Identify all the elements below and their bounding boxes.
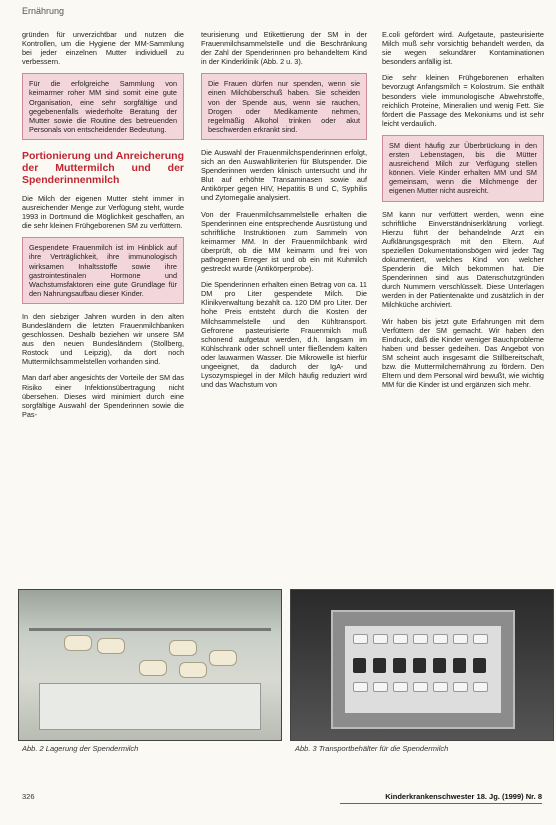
vial-cap [373,682,388,692]
milk-bottle [64,635,92,651]
vial-cap [353,634,368,644]
vial-cap [433,682,448,692]
figure-caption: Abb. 2 Lagerung der Spendermilch [22,744,139,753]
vial [393,658,406,673]
figure-caption: Abb. 3 Transportbehälter für die Spendermilch [295,744,449,753]
paragraph: SM kann nur verfüttert werden, wenn eine schriftliche Einverständniserklärung vorliegt. Hierzu führt der behandelnde Arzt ein Aufklärungsgespräch mit den Eltern. Auf speziellen Dokumentationsbögen wird jeder Tag dokumentiert, welches Kind von welcher Spenderin die Milch bekommen hat. Die Spenderinnen sind aus Datenschutzgründen durch Nummern verschlüsselt. Diese Unterlagen werden in der Patientenakte und zusätzlich in der Milchküche archiviert. [382,209,544,310]
freezer-drawer [39,683,261,730]
milk-bottle [179,662,207,678]
paragraph: Die Milch der eigenen Mutter steht immer in ausreichender Menge zur Verfügung steht, wurde 1993 in Dortmund die Möglichkeit geschaffen, an die sehr kleinen Frühgeborenen SM zu verfüttern. [22,193,184,231]
text-column-3 [382,30,544,396]
page-number: 326 [22,792,35,801]
paragraph: Man darf aber angesichts der Vorteile der SM das Risiko einer Infektionsübertragung nicht übersehen. Dieses wird minimiert durch eine sorgfältige Auswahl der Spenderinnen sowie die Pas- [22,373,184,419]
photo-milk-storage-freezer [18,589,282,741]
paragraph: E.coli gefördert wird. Aufgetaute, pasteurisierte Milch muß sehr vorsichtig behandelt werden, da sie wegen sekundärer Kontaminationen besonders anfällig ist. [382,30,544,67]
transport-box-interior [345,626,501,713]
vial [373,658,386,673]
photo-transport-container [290,589,554,741]
freezer-shelf [29,628,271,631]
vial-cap [373,634,388,644]
highlight-box: Für die erfolgreiche Sammlung von keimarmer roher MM sind somit eine gute Organisation, eine sehr sorgfältige und gegebenenfalls wiederholte Beratung der Mutter sowie die Routine des betreuenden Personals von entscheidender Bedeutung. [22,73,184,140]
paragraph: Wir haben bis jetzt gute Erfahrungen mit dem Verfüttern der SM gemacht. Wir haben den Eindruck, daß die Kinder weniger Bauchprobleme haben und besser gedeihen. Das Angebot von SM scheint auch insgesamt die Stillbereitschaft, bzw. die Muttermilchernährung zu fördern. Den Eltern und dem Personal wird bewußt, wie wichtig MM für die Kinder ist und ergänzen sich mehr. [382,316,544,390]
vial [413,658,426,673]
vial-cap [453,634,468,644]
journal-footer: Kinderkrankenschwester 18. Jg. (1999) Nr. 8 [385,792,542,801]
milk-bottle [139,660,167,676]
highlight-box: Die Frauen dürfen nur spenden, wenn sie einen Milchüberschuß haben. Sie scheiden von der Spende aus, wenn sie rauchen, Drogen oder Medikamente nehmen, regelmäßig Alkohol trinken oder akut beschwerden erkrankt sind. [201,73,367,140]
text-column-1 [22,30,184,426]
vial-cap [393,682,408,692]
highlight-box: Gespendete Frauenmilch ist im Hinblick auf ihre Verträglichkeit, ihre immunologisch wirksamen Inhaltsstoffe sowie ihre gastrointestinalen Hormone und Wachstumsfaktoren eine gute Grundlage für den Nahrungsaufbau dieser Kinder. [22,237,184,304]
milk-bottle [169,640,197,656]
section-header: Ernährung [22,6,65,16]
vial-cap [353,682,368,692]
vial [433,658,446,673]
paragraph: Die sehr kleinen Frühgeborenen erhalten bevorzugt Anfangsmilch = Kolostrum. Sie enthält besonders viele immunologische Abwehrstoffe, reichlich Proteine, Mineralien und wenig Fett. Sie fördert die Passage des Mekoniums und ist sehr leicht verdaulich. [382,73,544,128]
vial-cap [453,682,468,692]
text-column-2 [201,30,367,396]
highlight-box: SM dient häufig zur Überbrückung in den ersten Lebenstagen, bis die Mütter ausreichend Milch zur Verfügung stellen können. Viele Kinder erhalten MM und SM gemeinsam, wenn die Milchmenge der eigenen Mutter nicht ausreicht. [382,135,544,202]
vial-cap [473,682,488,692]
section-heading: Portionierung und Anreicherung der Muttermilch und der Spenderinnenmilch [22,149,184,186]
vial-cap [413,634,428,644]
vial-cap [433,634,448,644]
vial-cap [393,634,408,644]
paragraph: Die Auswahl der Frauenmilchspenderinnen erfolgt, sich an den Auswahlkriterien für Blutspender. Die Spenderinnen werden klinisch untersucht und ihr Blut auf erhöhte Transaminasen sowie auf Antikörper gegen HIV, Hepatitis B und C, Syphilis und Zytomegalie analysiert. [201,147,367,203]
vial-cap [473,634,488,644]
paragraph: In den siebziger Jahren wurden in den alten Bundesländern die letzten Frauenmilchbanken geschlossen. Deshalb beziehen wir unsere SM aus den neuen Bundesländern (Stollberg, Rostock und Leipzig), da dort noch Muttermilchsammelstellen vorhanden sind. [22,311,184,367]
transport-box [331,610,515,729]
paragraph: Die Spenderinnen erhalten einen Betrag von ca. 11 DM pro Liter gespendete Milch. Die Klinikverwaltung bezahlt ca. 120 DM pro Liter. Der hohe Preis entsteht durch die Kosten der Milchsammelstelle und den Kühltransport. Gefrorene pasteurisierte Frauenmilch muß schonend aufgetaut werden, d.h. langsam im Kühlschrank oder schnell unter fließendem kalten oder lauwarmen Wasser. Die Mikrowelle ist hierfür ungeeignet, da dadurch der IgA- und Lysozymspiegel in der Milch häufig reduziert wird und das Wachstum von [201,280,367,390]
milk-bottle [209,650,237,666]
vial [453,658,466,673]
vial [473,658,486,673]
vial-cap [413,682,428,692]
vial [353,658,366,673]
paragraph: teurisierung und Etikettierung der SM in der Frauenmilchsammelstelle und die Beschränkung der Zahl der Spenderinnen pro behandeltem Kind in der Kinderklinik (Abb. 2 u. 3). [201,30,367,67]
footer-rule [340,803,542,804]
milk-bottle [97,638,125,654]
paragraph: gründen für unverzichtbar und nutzen die Kontrollen, um die Hygiene der MM-Sammlung bei jeder einzelnen Mutter individuell zu verbessern. [22,30,184,67]
paragraph: Von der Frauenmilchsammelstelle erhalten die Spenderinnen eine entsprechende Ausrüstung und schriftliche Instruktionen zum Sammeln von keimarmer MM. In der Frauenmilchbank wird überprüft, ob die MM keimarm und frei von pathogenen Erreger ist und ob ein mit Kuhmilch gestreckt wurde (Antikörperprobe). [201,209,367,274]
